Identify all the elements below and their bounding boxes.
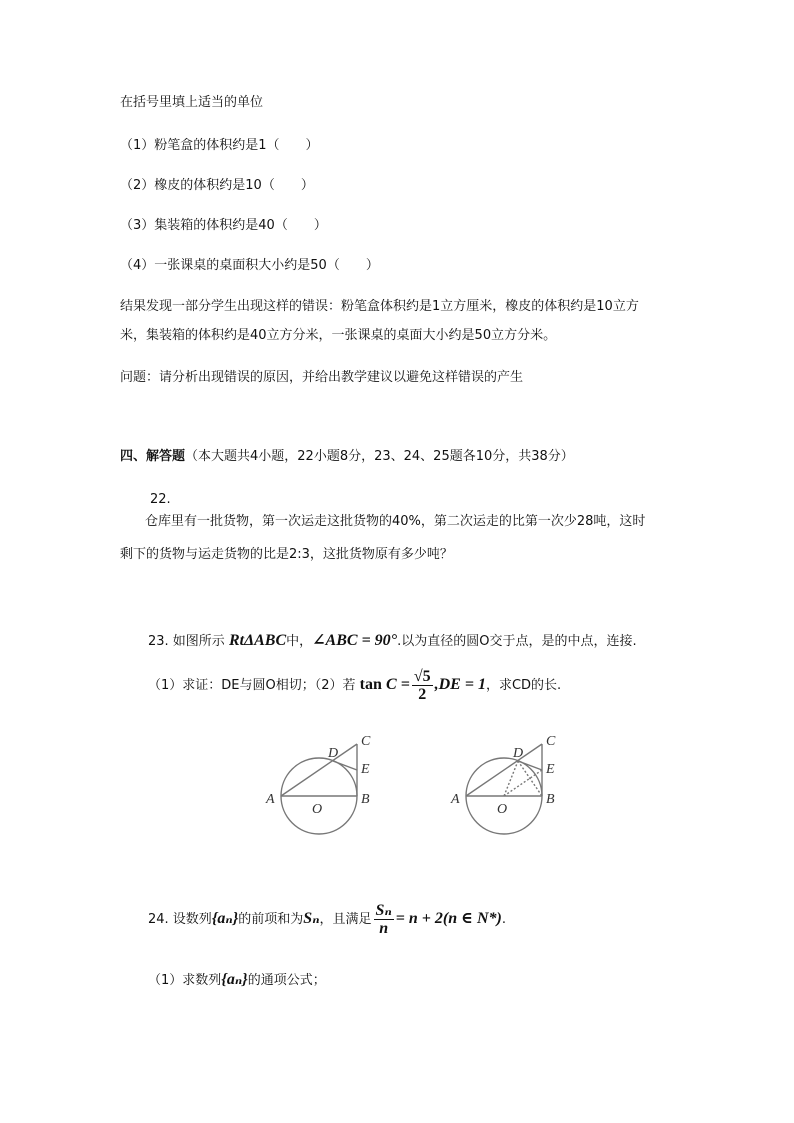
unit-item-3: （3）集装箱的体积约是40（ ） xyxy=(120,218,327,233)
q24-part1-prefix: （1）求数列 xyxy=(148,973,222,988)
label-a: A xyxy=(451,792,460,807)
q24-part1-end: 的通项公式； xyxy=(247,973,326,988)
q23-text: 中， xyxy=(286,634,313,649)
question-text: 问题：请分析出现错误的原因，并给出教学建议以避免这样错误的产生 xyxy=(120,370,524,385)
unit-item-1: （1）粉笔盒的体积约是1（ ） xyxy=(120,138,319,153)
q24-part1 xyxy=(148,970,326,991)
q22-line-1: 仓库里有一批货物，第一次运走这批货物的40%，第二次运走的比第一次少28吨，这时 xyxy=(145,514,646,529)
section-heading xyxy=(120,449,574,465)
q22-number: 22. xyxy=(150,492,171,507)
label-b: B xyxy=(361,792,370,807)
q23-part-text: （1）求证：DE与圆O相切；（2）若 xyxy=(148,678,356,693)
q23-math-triangle: RtΔABC xyxy=(228,632,287,649)
q23-stem xyxy=(148,631,637,652)
q22-line-2: 剩下的货物与运走货物的比是2:3，这批货物原有多少吨？ xyxy=(120,547,453,562)
q24-text2: ，且满足 xyxy=(319,912,372,927)
q23-numerator: √5 xyxy=(413,668,431,685)
q24-numerator: Sₙ xyxy=(375,902,392,919)
q24-math-an: {aₙ} xyxy=(221,971,248,988)
label-c: C xyxy=(361,734,371,749)
finding-text-2: 米，集装箱的体积约是40立方分米，一张课桌的桌面大小约是50立方分米。 xyxy=(120,328,557,343)
q23-de: ,DE = 1 xyxy=(434,676,486,693)
label-o: O xyxy=(312,802,323,817)
q23-fraction xyxy=(412,668,433,703)
label-e: E xyxy=(361,762,370,777)
unit-item-2: （2）橡皮的体积约是10（ ） xyxy=(120,178,314,193)
q24-text: 的前项和为 xyxy=(238,912,304,927)
finding-text-1: 结果发现一部分学生出现这样的错误：粉笔盒体积约是1立方厘米，橡皮的体积约是10立方 xyxy=(120,299,639,314)
q23-parts xyxy=(148,668,561,703)
q24-denominator: n xyxy=(379,920,389,937)
q23-tanc: C = xyxy=(386,676,410,693)
q23-denominator: 2 xyxy=(418,686,427,703)
q23-part-end: ，求CD的长. xyxy=(485,678,562,693)
q23-tan: tan xyxy=(359,676,382,693)
question-title: 在括号里填上适当的单位 xyxy=(120,95,264,110)
q24-math-sn: Sₙ xyxy=(303,910,320,927)
q23-figures xyxy=(250,725,580,845)
label-e: E xyxy=(546,762,555,777)
q24-fraction xyxy=(374,902,394,937)
q23-prefix: 23. 如图所示 xyxy=(148,634,225,649)
q23-math-angle: ∠ABC = 90° xyxy=(312,632,398,649)
label-b: B xyxy=(546,792,555,807)
q24-math-an: {aₙ} xyxy=(211,910,239,927)
q24-end: . xyxy=(501,912,507,927)
q23-rest: .以为直径的圆O交于点，是的中点，连接. xyxy=(397,634,637,649)
section-note: （本大题共4小题，22小题8分，23、24、25题各10分，共38分） xyxy=(185,449,574,464)
q24-prefix: 24. 设数列 xyxy=(148,912,212,927)
label-c: C xyxy=(546,734,556,749)
q24-math-rhs: = n + 2(n ∈ N*) xyxy=(395,910,502,927)
section-title: 四、解答题 xyxy=(120,449,186,464)
label-d: D xyxy=(328,746,339,761)
label-o: O xyxy=(497,802,508,817)
unit-item-4: （4）一张课桌的桌面积大小约是50（ ） xyxy=(120,258,379,273)
label-d: D xyxy=(513,746,524,761)
label-a: A xyxy=(266,792,275,807)
q24-stem xyxy=(148,902,506,937)
